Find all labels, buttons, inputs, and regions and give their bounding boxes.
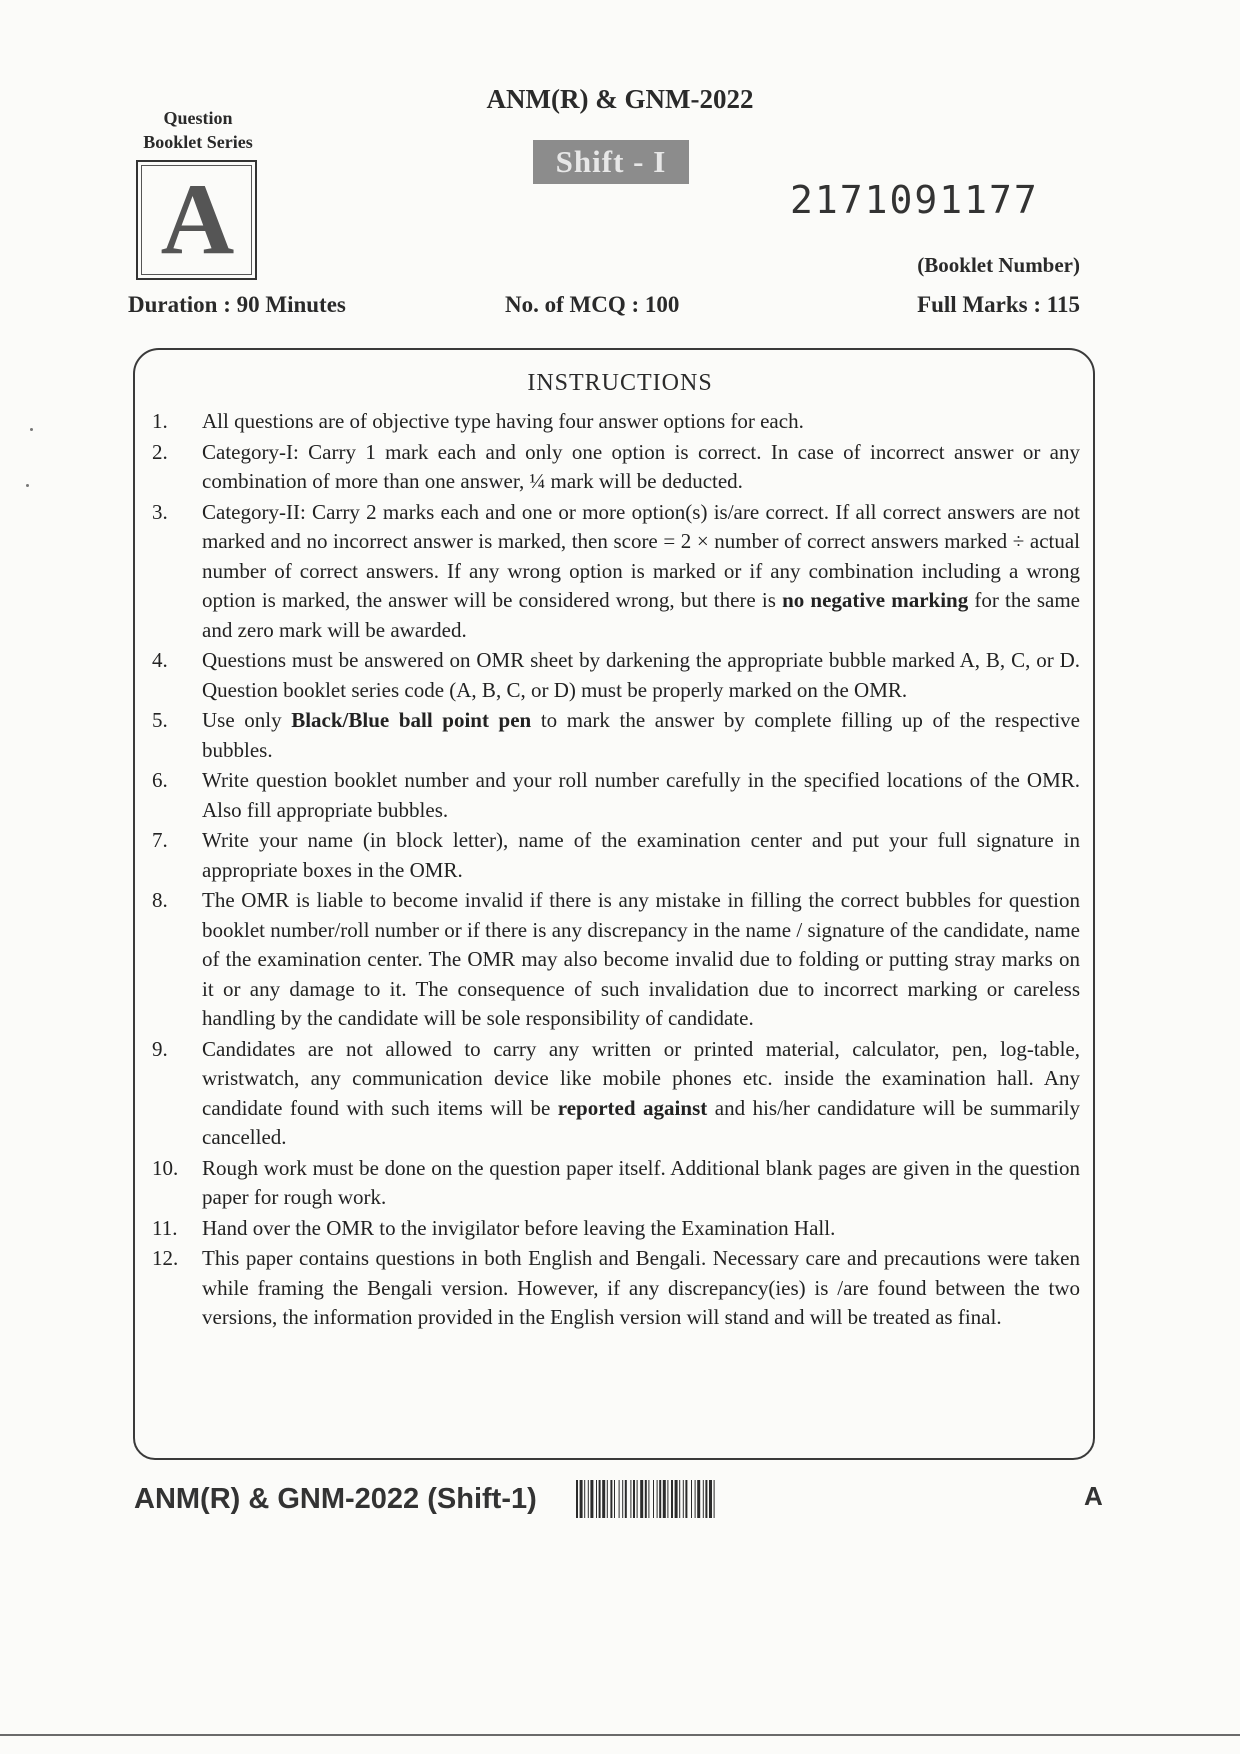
instruction-text: All questions are of objective type having four answer options for each.: [202, 409, 804, 433]
instruction-item: [150, 1214, 1080, 1244]
instruction-item: [150, 1035, 1080, 1153]
instruction-number: 6.: [152, 768, 168, 792]
instruction-item: [150, 438, 1080, 497]
series-label: [128, 106, 268, 154]
instruction-text: This paper contains questions in both English and Bengali. Necessary care and precautions were taken while framing the Bengali version. However, if any discrepancy(ies) is /are found between the two versions, the information provided in the English version will stand and will be treated as final.: [202, 1246, 1080, 1329]
instruction-text: The OMR is liable to become invalid if there is any mistake in filling the correct bubbles for question booklet number/roll number or if there is any discrepancy in the name / signature of the candidate, name of the examination center. The OMR may also become invalid due to folding or putting stray marks on it or any damage to it. The consequence of such invalidation due to incorrect marking or careless handling by the candidate will be sole responsibility of candidate.: [202, 888, 1080, 1030]
barcode-icon: [576, 1480, 876, 1518]
series-letter: A: [160, 163, 233, 276]
instruction-text-part: to mark the answer by complete filling up of the respective bubbles.: [202, 708, 1080, 762]
instruction-item: [150, 1154, 1080, 1213]
instruction-emphasis: no negative marking: [782, 588, 969, 612]
instruction-number: 12.: [152, 1246, 179, 1270]
instruction-text: [202, 706, 1080, 765]
page-bottom-rule: [0, 1734, 1240, 1736]
instruction-number: 2.: [152, 439, 168, 464]
instruction-item: [150, 826, 1080, 885]
instruction-text-part: Candidates are not allowed to carry any written or printed material, calculator, pen, log-table, wristwatch, any communication device like mobile phones etc. inside the examination hall. Any candidate found with such items will be: [202, 1036, 1080, 1120]
footer-series: A: [1084, 1481, 1103, 1511]
instruction-number: 10.: [152, 1155, 179, 1180]
footer-title: ANM(R) & GNM-2022 (Shift-1): [134, 1483, 537, 1515]
instructions-list: [150, 407, 1080, 1334]
instruction-number: 5.: [152, 708, 168, 732]
instruction-number: 8.: [152, 888, 168, 912]
instruction-text-part: for the same and zero mark will be awarded.: [202, 588, 1080, 642]
shift-badge: Shift - I: [533, 140, 689, 184]
booklet-number-label: (Booklet Number): [917, 253, 1080, 277]
instruction-item: [150, 886, 1080, 1034]
instruction-number: 9.: [152, 1036, 168, 1061]
duration: Duration : 90 Minutes: [128, 292, 346, 317]
instruction-item: [150, 1244, 1080, 1333]
instruction-number: 11.: [152, 1215, 178, 1240]
full-marks: Full Marks : 115: [917, 292, 1080, 317]
instruction-text: [202, 498, 1080, 646]
instruction-item: [150, 498, 1080, 646]
margin-mark: [30, 428, 33, 431]
instruction-item: [150, 646, 1080, 705]
instruction-text: [202, 1035, 1080, 1153]
instruction-item: [150, 407, 1080, 437]
instructions-heading: INSTRUCTIONS: [527, 370, 713, 396]
instruction-text: Write your name (in block letter), name of the examination center and put your full signature in appropriate boxes in the OMR.: [202, 828, 1080, 882]
instruction-item: [150, 706, 1080, 765]
instruction-text: Questions must be answered on OMR sheet by darkening the appropriate bubble marked A, B, C, or D. Question booklet series code (A, B, C, or D) must be properly marked on the OMR.: [202, 648, 1080, 702]
instruction-number: 3.: [152, 499, 168, 524]
instruction-item: [150, 766, 1080, 825]
instruction-emphasis: Black/Blue ball point pen: [291, 708, 532, 732]
instruction-text: Write question booklet number and your roll number carefully in the specified locations of the OMR. Also fill appropriate bubbles.: [202, 768, 1080, 822]
margin-mark: [26, 484, 29, 487]
exam-title: ANM(R) & GNM-2022: [486, 84, 754, 114]
series-label-line1: Question: [163, 108, 233, 128]
instruction-text: Hand over the OMR to the invigilator before leaving the Examination Hall.: [202, 1215, 836, 1240]
instruction-number: 7.: [152, 828, 168, 852]
instruction-text: Category-I: Carry 1 mark each and only one option is correct. In case of incorrect answer or any combination of more than one answer, ¼ mark will be deducted.: [202, 439, 1080, 493]
booklet-number: 2171091177: [790, 178, 1039, 222]
series-box: [136, 160, 257, 280]
instruction-text-part: Use only: [202, 708, 292, 732]
instruction-number: 1.: [152, 409, 168, 433]
series-label-line2: Booklet Series: [143, 132, 253, 152]
instruction-emphasis: reported against: [557, 1095, 708, 1120]
mcq-count: No. of MCQ : 100: [505, 292, 680, 317]
instruction-text: Rough work must be done on the question paper itself. Additional blank pages are given in the question paper for rough work.: [202, 1155, 1080, 1209]
instruction-text-part: Category-II: Carry 2 marks each and one or more option(s) is/are correct. If all correct answers are not marked and no incorrect answer is marked, then score = 2 × number of correct answers marked ÷ actual number of correct answers. If any wrong option is marked or if any combination including a wrong option is marked, the answer will be considered wrong, but there is: [202, 499, 1080, 612]
instruction-text-part: and his/her candidature will be summarily cancelled.: [202, 1095, 1081, 1149]
instruction-number: 4.: [152, 648, 168, 672]
